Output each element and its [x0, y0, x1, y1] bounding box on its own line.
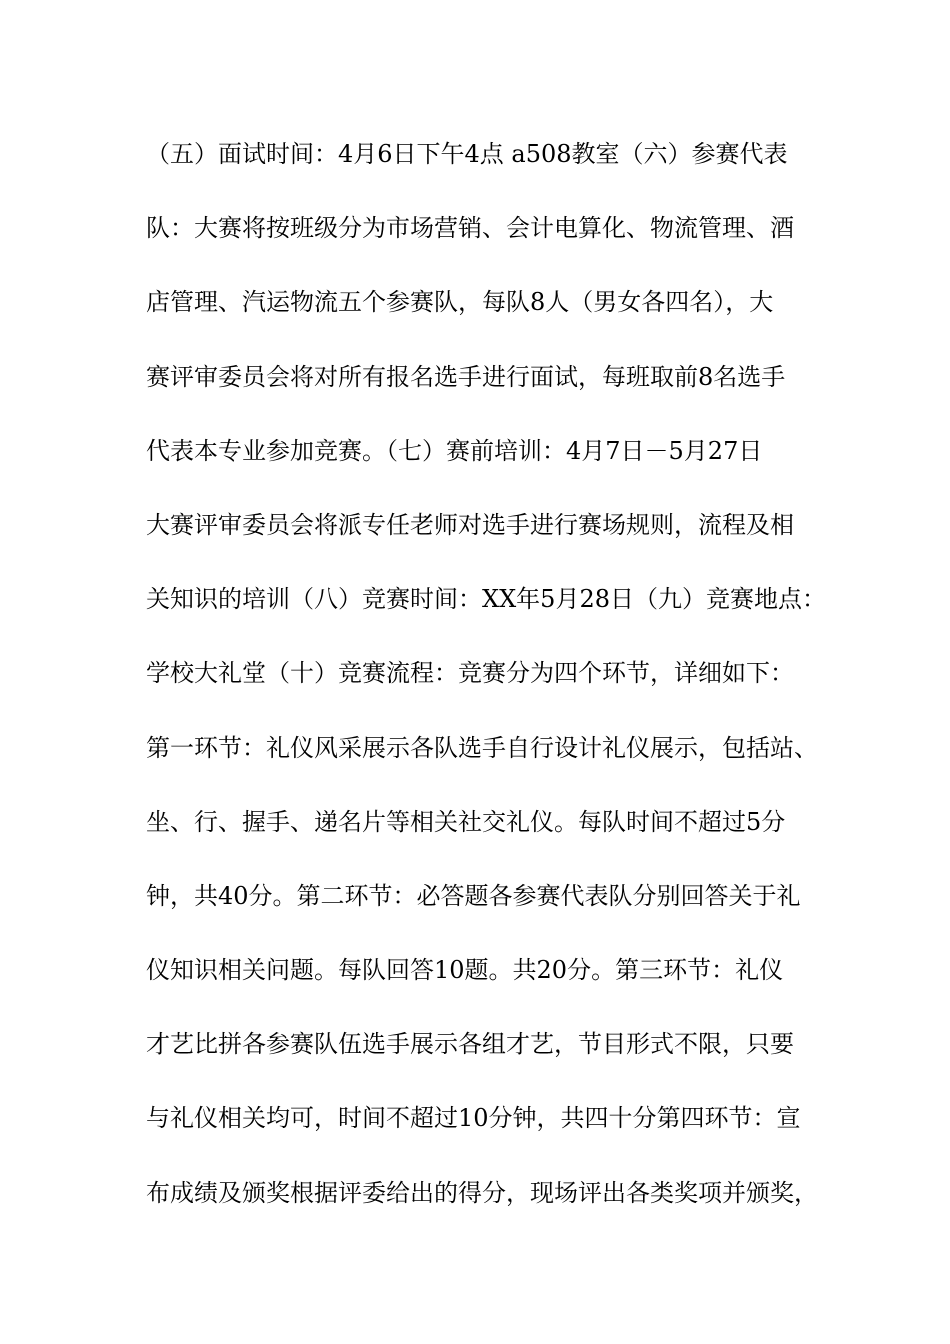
text-line: （五）面试时间：4月6日下午4点 a508教室（六）参赛代表 — [146, 140, 788, 168]
text-line: 赛评审委员会将对所有报名选手进行面试，每班取前8名选手 — [146, 362, 786, 391]
document-body — [146, 134, 826, 1247]
text-line: 代表本专业参加竞赛。（七）赛前培训：4月7日－5月27日 — [146, 436, 763, 465]
text-line: 关知识的培训（八）竞赛时间：XX年5月28日（九）竞赛地点： — [146, 585, 826, 614]
text-line: 与礼仪相关均可，时间不超过10分钟，共四十分第四环节：宣 — [146, 1104, 801, 1133]
text-line: 才艺比拼各参赛队伍选手展示各组才艺，节目形式不限，只要 — [146, 1030, 794, 1059]
text-line: 布成绩及颁奖根据评委给出的得分，现场评出各类奖项并颁奖， — [146, 1178, 818, 1207]
text-line: 第一环节：礼仪风采展示各队选手自行设计礼仪展示，包括站、 — [146, 733, 818, 762]
text-line: 仪知识相关问题。每队回答10题。共20分。第三环节：礼仪 — [146, 956, 784, 985]
text-line: 店管理、汽运物流五个参赛队，每队8人（男女各四名），大 — [146, 288, 774, 317]
text-line: 队：大赛将按班级分为市场营销、会计电算化、物流管理、酒 — [146, 214, 794, 243]
text-line: 钟，共40分。第二环节：必答题各参赛代表队分别回答关于礼 — [146, 881, 801, 910]
text-line: 坐、行、握手、递名片等相关社交礼仪。每队时间不超过5分 — [146, 807, 786, 836]
text-line: 大赛评审委员会将派专任老师对选手进行赛场规则，流程及相 — [146, 510, 794, 539]
text-line: 学校大礼堂（十）竞赛流程：竞赛分为四个环节，详细如下： — [146, 659, 794, 688]
